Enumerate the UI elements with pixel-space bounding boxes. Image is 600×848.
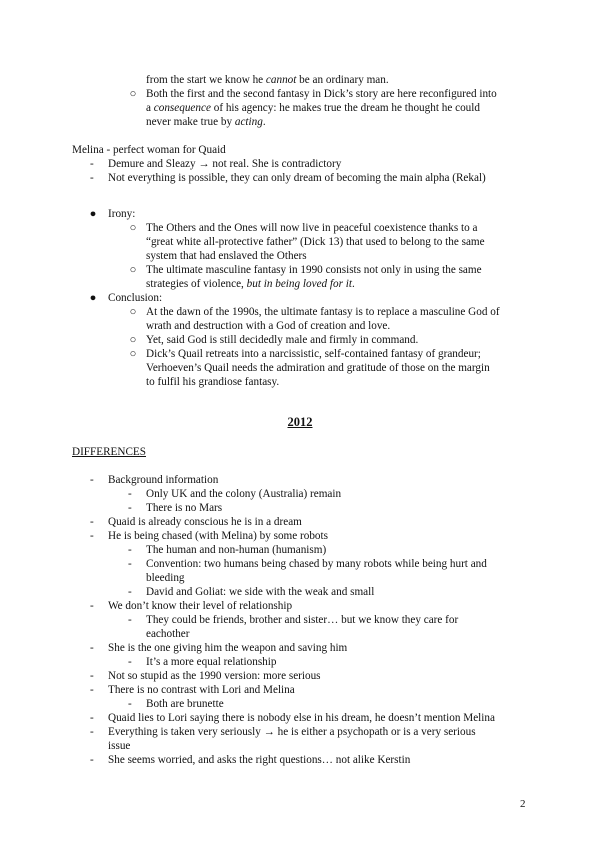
top-line-1: from the start we know he cannot be an ordinary man. (146, 74, 389, 86)
diff-item-3: He is being chased (with Melina) by some robots (108, 530, 328, 542)
conclusion-3-line-2: Verhoeven’s Quail needs the admiration and gratitude of those on the margin (146, 362, 490, 374)
conclusion-3-line-1: Dick’s Quail retreats into a narcissistic, self-contained fantasy of grandeur; (146, 348, 481, 360)
melina-item-1: Demure and Sleazy → not real. She is contradictory (108, 158, 342, 170)
circle-bullet-icon: ○ (129, 88, 137, 100)
section-heading: 2012 (287, 415, 313, 429)
diff-item-1-sub-1: Only UK and the colony (Australia) remain (146, 488, 342, 500)
dash-bullet-icon: - (90, 642, 94, 654)
irony-label: Irony: (108, 208, 136, 220)
dash-bullet-icon: - (128, 586, 132, 598)
melina-item-2: Not everything is possible, they can only dream of becoming the main alpha (Rekal) (108, 172, 486, 184)
diff-item-1-sub-2: There is no Mars (146, 502, 223, 514)
dash-bullet-icon: - (90, 172, 94, 184)
diff-item-3-sub-2-line-1: Convention: two humans being chased by many robots while being hurt and (146, 558, 487, 570)
diff-item-8: Quaid lies to Lori saying there is nobody else in his dream, he doesn’t mention Melina (108, 712, 495, 724)
diff-item-9-line-1: Everything is taken very seriously → he is either a psychopath or is a very serious (108, 726, 476, 738)
dash-bullet-icon: - (90, 670, 94, 682)
dash-bullet-icon: - (128, 614, 132, 626)
dash-bullet-icon: - (128, 698, 132, 710)
dash-bullet-icon: - (128, 558, 132, 570)
dash-bullet-icon: - (90, 712, 94, 724)
dash-bullet-icon: - (90, 530, 94, 542)
conclusion-1-line-1: At the dawn of the 1990s, the ultimate fantasy is to replace a masculine God of (146, 306, 500, 318)
dash-bullet-icon: - (128, 502, 132, 514)
dash-bullet-icon: - (128, 656, 132, 668)
melina-title: Melina - perfect woman for Quaid (72, 144, 226, 156)
diff-item-7-sub-1: Both are brunette (146, 698, 224, 710)
dash-bullet-icon: - (90, 516, 94, 528)
circle-bullet-icon: ○ (129, 306, 137, 318)
dash-bullet-icon: - (90, 600, 94, 612)
dash-bullet-icon: - (90, 474, 94, 486)
dash-bullet-icon: - (90, 158, 94, 170)
top-line-3: a consequence of his agency: he makes true the dream he thought he could (146, 102, 480, 114)
disc-bullet-icon: ● (89, 292, 97, 304)
diff-item-4-sub-1-line-1: They could be friends, brother and sister… but we know they care for (146, 614, 459, 626)
diff-item-7: There is no contrast with Lori and Melina (108, 684, 295, 696)
diff-item-10: She seems worried, and asks the right questions… not alike Kerstin (108, 754, 411, 766)
diff-item-4-sub-1-line-2: eachother (146, 628, 190, 640)
conclusion-1-line-2: wrath and destruction with a God of creation and love. (146, 320, 391, 332)
dash-bullet-icon: - (90, 726, 94, 738)
diff-item-1: Background information (108, 474, 219, 486)
circle-bullet-icon: ○ (129, 334, 137, 346)
irony-1-line-2: “great white all-protective father” (Dick 13) that used to belong to the same (146, 236, 485, 248)
dash-bullet-icon: - (90, 754, 94, 766)
page-number: 2 (520, 798, 526, 810)
irony-2-line-2: strategies of violence, but in being loved for it. (146, 278, 355, 290)
diff-item-6: Not so stupid as the 1990 version: more serious (108, 670, 321, 682)
conclusion-3-line-3: to fulfil his grandiose fantasy. (146, 376, 280, 388)
top-line-4: never make true by acting. (146, 116, 266, 128)
irony-1-line-1: The Others and the Ones will now live in peaceful coexistence thanks to a (146, 222, 478, 234)
diff-item-3-sub-2-line-2: bleeding (146, 572, 185, 584)
circle-bullet-icon: ○ (129, 264, 137, 276)
diff-item-5-sub-1: It’s a more equal relationship (146, 656, 277, 668)
diff-item-4: We don’t know their level of relationship (108, 600, 293, 612)
circle-bullet-icon: ○ (129, 222, 137, 234)
irony-2-line-1: The ultimate masculine fantasy in 1990 consists not only in using the same (146, 264, 482, 276)
conclusion-2-line-1: Yet, said God is still decidedly male and firmly in command. (146, 334, 419, 346)
dash-bullet-icon: - (90, 684, 94, 696)
dash-bullet-icon: - (128, 488, 132, 500)
circle-bullet-icon: ○ (129, 348, 137, 360)
diff-item-2: Quaid is already conscious he is in a dream (108, 516, 302, 528)
disc-bullet-icon: ● (89, 208, 97, 220)
diff-item-9-line-2: issue (108, 740, 131, 752)
conclusion-label: Conclusion: (108, 292, 163, 304)
diff-item-3-sub-1: The human and non-human (humanism) (146, 544, 327, 556)
diff-item-3-sub-3: David and Goliat: we side with the weak and small (146, 586, 375, 598)
differences-title: DIFFERENCES (72, 446, 146, 458)
irony-1-line-3: system that had enslaved the Others (146, 250, 307, 262)
dash-bullet-icon: - (128, 544, 132, 556)
top-line-2: Both the first and the second fantasy in Dick’s story are here reconfigured into (146, 88, 497, 100)
diff-item-5: She is the one giving him the weapon and saving him (108, 642, 348, 654)
